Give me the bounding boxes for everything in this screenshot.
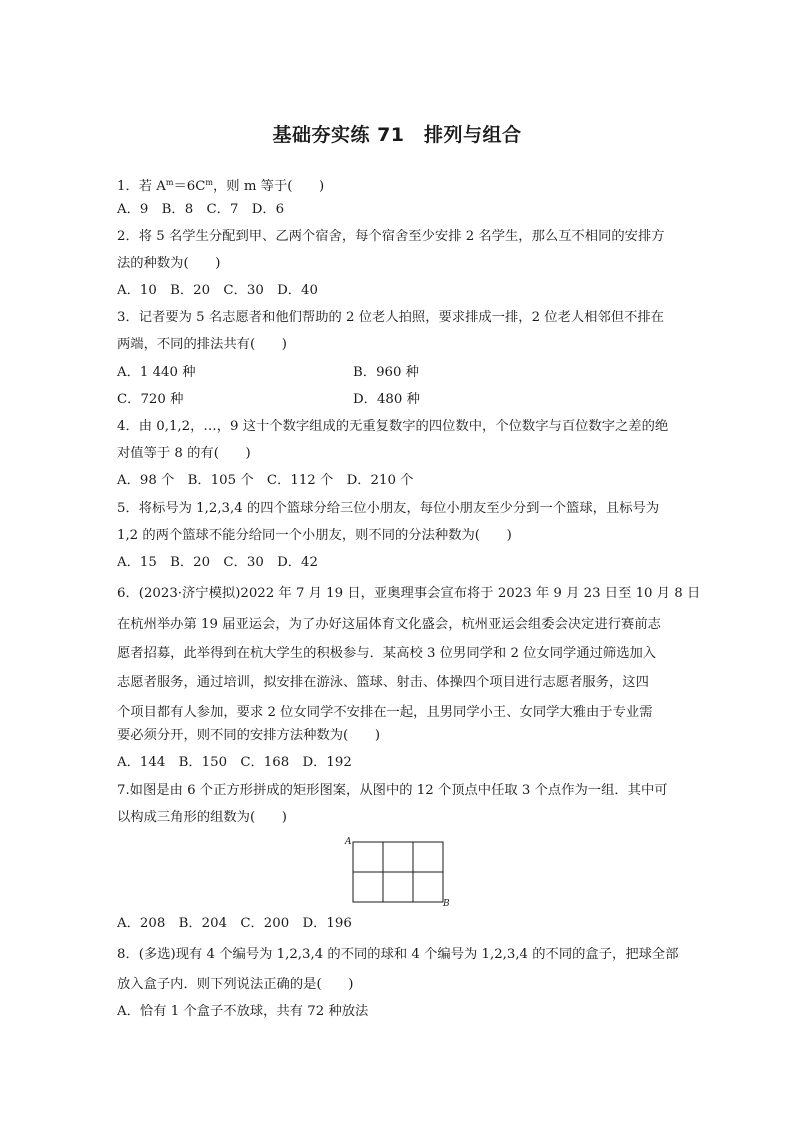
question-5-options: A．15 B．20 C．30 D．42: [117, 555, 318, 570]
question-6-line-2: 在杭州举办第 19 届亚运会，为了办好这届体育文化盛会，杭州亚运会组委会决定进行赛前志: [117, 617, 661, 632]
question-3-option-b: B．960 种: [353, 365, 419, 380]
point-a-label: A: [345, 837, 352, 847]
question-8-line-2: 放入盒子内．则下列说法正确的是( ): [117, 977, 354, 992]
question-3-line-1: 3．记者要为 5 名志愿者和他们帮助的 2 位老人拍照，要求排成一排，2 位老人相邻但不排在: [117, 310, 664, 325]
q1-comb-superscript: m: [205, 178, 214, 187]
question-6-line-3: 愿者招募，此举得到在杭大学生的积极参与．某高校 3 位男同学和 2 位女同学通过筛选加入: [117, 646, 657, 661]
question-4-line-2: 对值等于 8 的有( ): [117, 446, 251, 461]
question-3-option-d: D．480 种: [353, 392, 420, 407]
question-8-option-a: A．恰有 1 个盒子不放球，共有 72 种放法: [117, 1004, 369, 1019]
question-7-line-1: 7.如图是由 6 个正方形拼成的矩形图案，从图中的 12 个顶点中任取 3 个点作为一组．其中可: [117, 783, 668, 798]
grid-diagram: [343, 836, 458, 908]
question-2-line-1: 2．将 5 名学生分配到甲、乙两个宿舍，每个宿舍至少安排 2 名学生，那么互不相同的安排方: [117, 229, 665, 244]
question-4-options: A．98 个 B．105 个 C．112 个 D．210 个: [117, 473, 414, 488]
q1-suffix: ，则 m 等于( ): [213, 179, 325, 194]
q1-perm-superscript: m: [165, 178, 174, 187]
question-5-line-2: 1,2 的两个篮球不能分给同一个小朋友，则不同的分法种数为( ): [117, 528, 512, 543]
question-6-line-5: 个项目都有人参加，要求 2 位女同学不安排在一起，且男同学小王、女同学大雅由于专业需: [117, 705, 653, 720]
question-6-options: A．144 B．150 C．168 D．192: [117, 755, 352, 770]
page-title: 基础夯实练 71 排列与组合: [272, 124, 522, 146]
question-7-line-2: 以构成三角形的组数为( ): [117, 810, 287, 825]
question-5-line-1: 5．将标号为 1,2,3,4 的四个篮球分给三位小朋友，每位小朋友至少分到一个篮球，且标号为: [117, 501, 660, 516]
question-8-line-1: 8．(多选)现有 4 个编号为 1,2,3,4 的不同的球和 4 个编号为 1,2,3,4 的不同的盒子，把球全部: [117, 947, 679, 962]
question-1-options: A．9 B．8 C．7 D．6: [117, 202, 285, 217]
q1-prefix: 1．若 A: [117, 179, 166, 194]
question-7-options: A．208 B．204 C．200 D．196: [117, 916, 352, 931]
point-b-label: B: [443, 899, 450, 909]
question-2-options: A．10 B．20 C．30 D．40: [117, 283, 318, 298]
question-6-line-4: 志愿者服务，通过培训，拟安排在游泳、篮球、射击、体操四个项目进行志愿者服务，这四: [117, 675, 649, 690]
question-3-line-2: 两端，不同的排法共有( ): [117, 337, 287, 352]
question-3-option-a: A．1 440 种: [117, 365, 196, 380]
q1-equals: ＝6C: [173, 179, 206, 194]
question-6-line-1: 6．(2023·济宁模拟)2022 年 7 月 19 日，亚奥理事会宣布将于 2023 年 9 月 23 日至 10 月 8 日: [117, 586, 701, 601]
question-4-line-1: 4．由 0,1,2，…，9 这十个数字组成的无重复数字的四位数中，个位数字与百位数字之差的绝: [117, 419, 669, 434]
question-6-line-6: 要必须分开，则不同的安排方法种数为( ): [117, 728, 381, 743]
rectangle-grid-figure: [343, 836, 458, 908]
question-1-stem: [117, 174, 324, 196]
question-2-line-2: 法的种数为( ): [117, 256, 221, 271]
question-3-option-c: C．720 种: [117, 392, 184, 407]
